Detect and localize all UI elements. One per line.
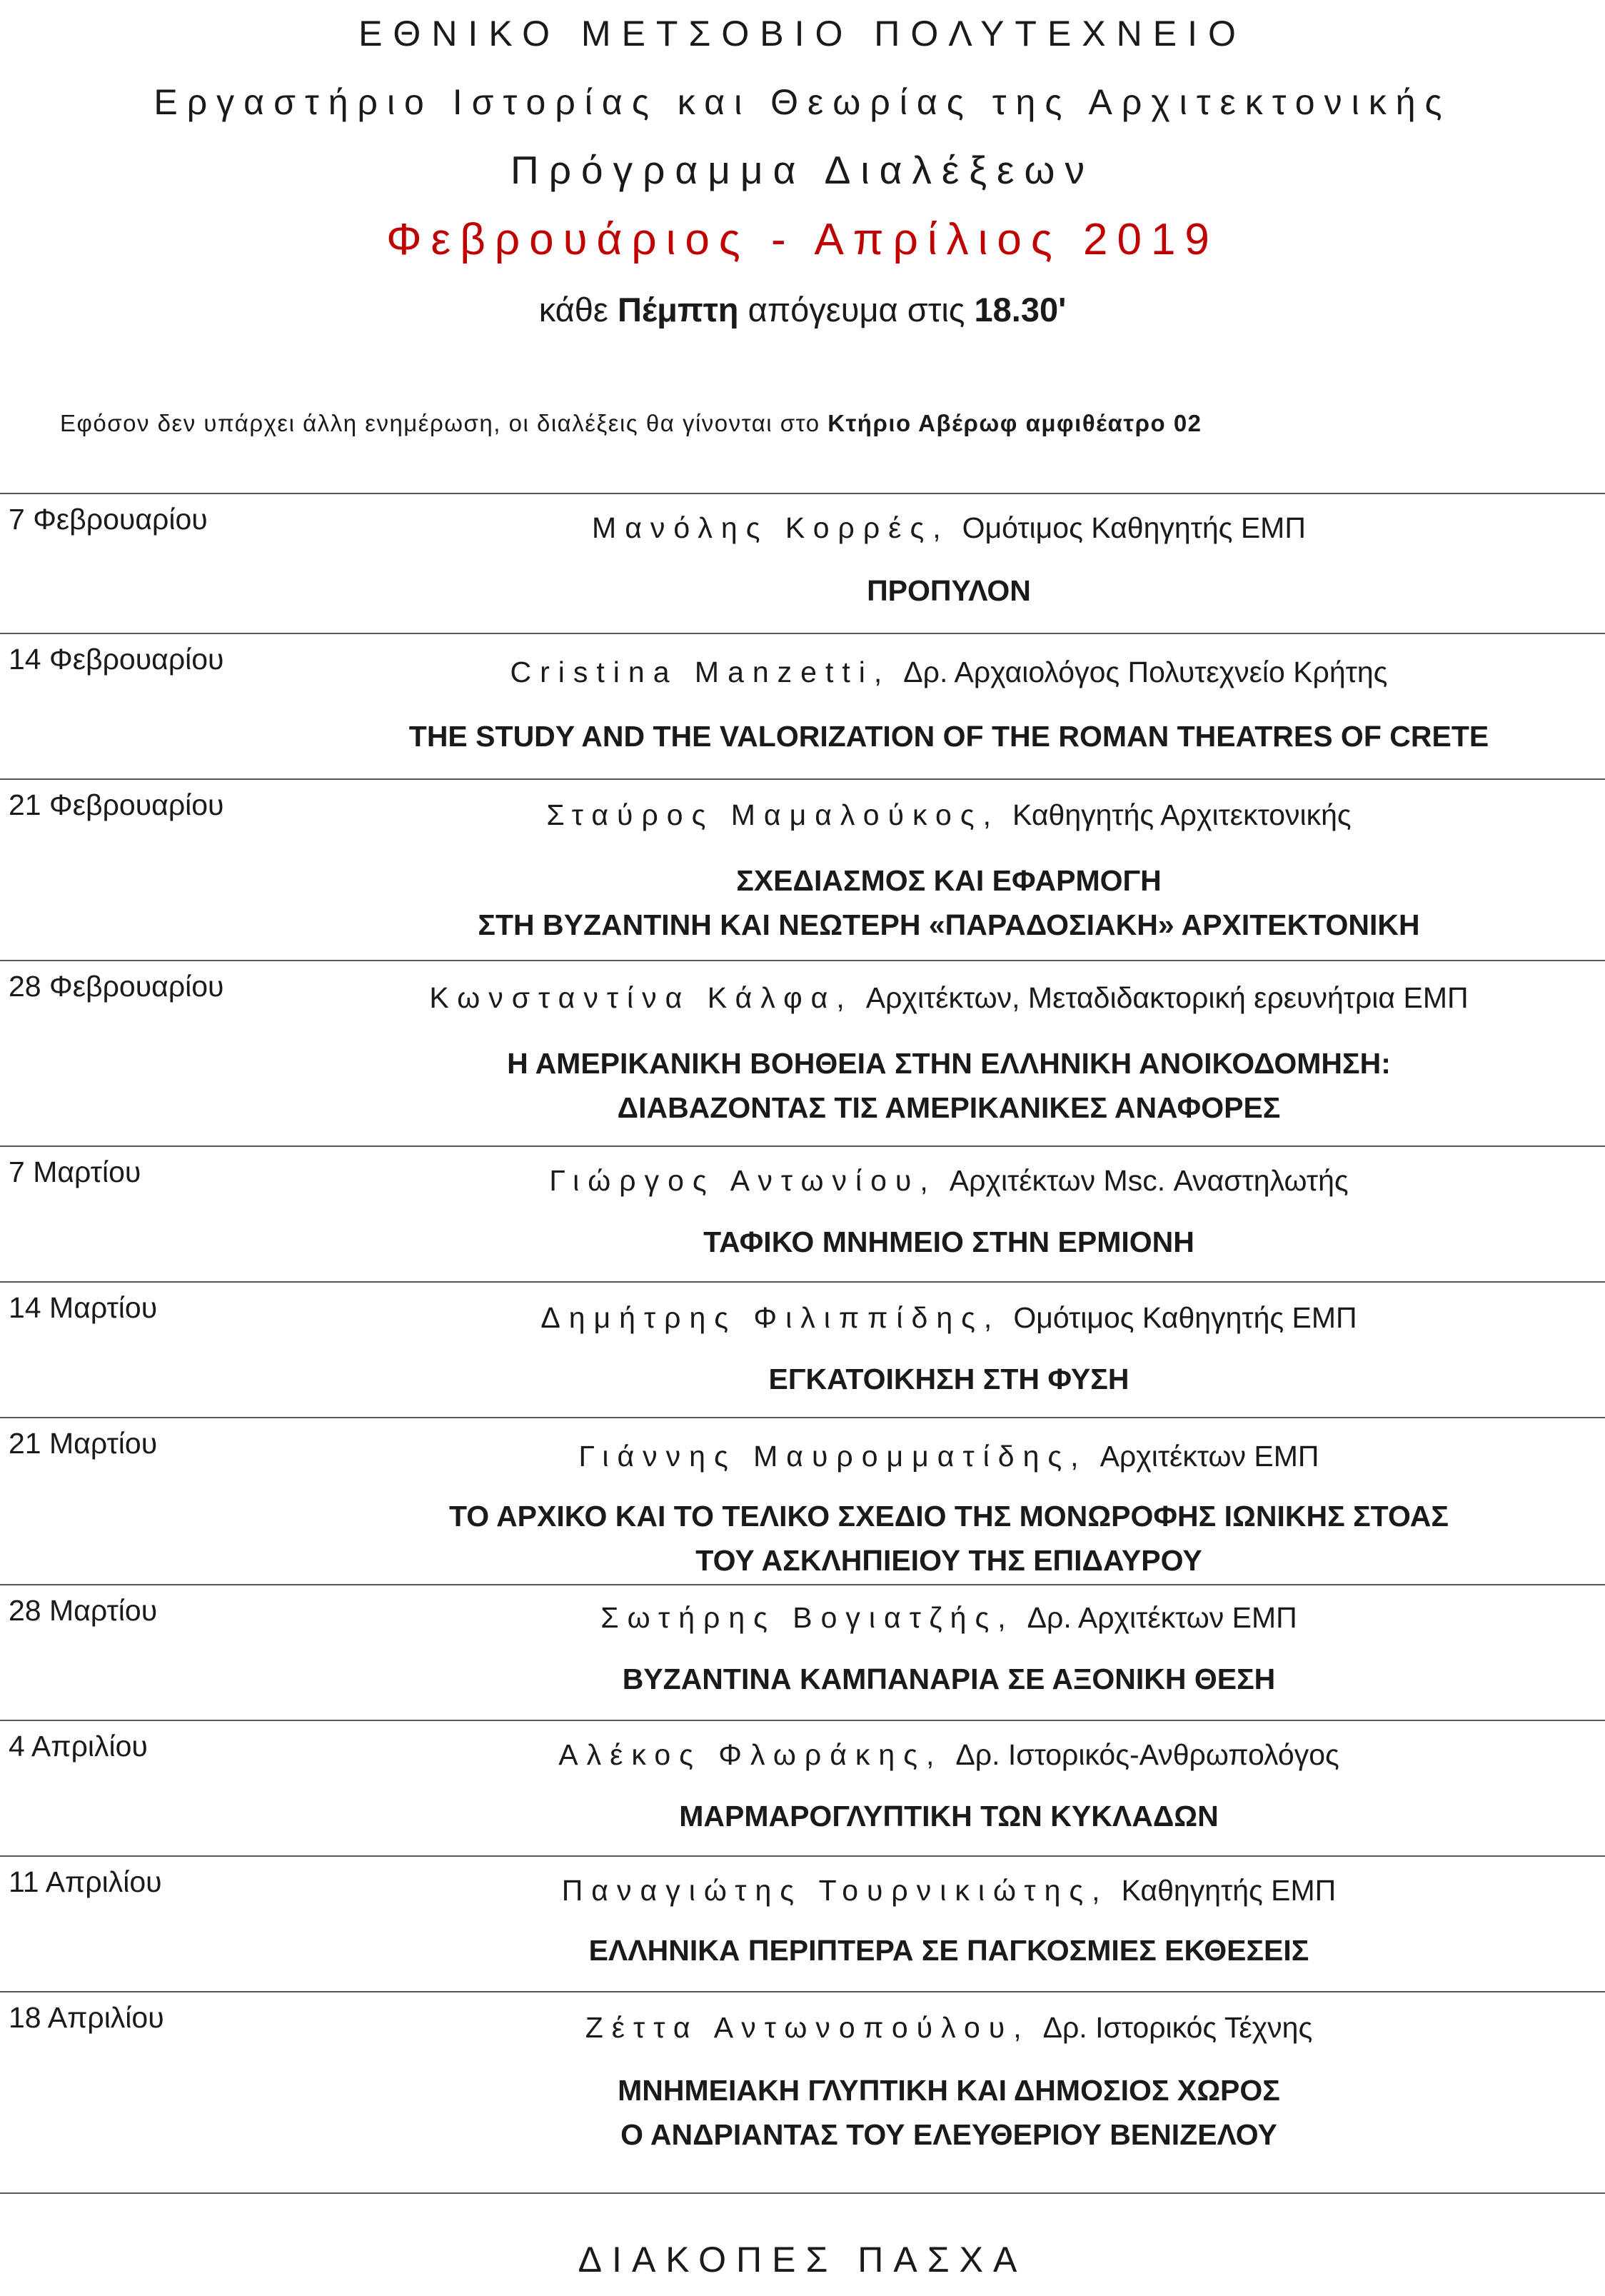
lecture-row	[0, 778, 1605, 960]
lecture-row	[0, 960, 1605, 1146]
lecture-speaker	[293, 981, 1605, 1015]
speaker-role: Αρχιτέκτων, Μεταδιδακτορική ερευνήτρια ΕΜΠ	[865, 981, 1469, 1014]
speaker-name: Σωτήρης Βογιατζής,	[600, 1601, 1015, 1634]
program-title: Πρόγραμμα Διαλέξεων	[510, 148, 1095, 192]
lecture-date: 14 Μαρτίου	[9, 1291, 158, 1324]
lecture-title	[293, 714, 1605, 758]
speaker-role: Δρ. Ιστορικός Τέχνης	[1042, 2011, 1313, 2044]
lecture-row	[0, 1417, 1605, 1584]
lecture-speaker	[293, 511, 1605, 545]
lecture-date: 7 Μαρτίου	[9, 1155, 141, 1188]
lecture-title	[293, 1357, 1605, 1401]
lecture-title	[293, 2068, 1605, 2157]
schedule-line	[0, 290, 1605, 329]
table-bottom-rule	[0, 2192, 1605, 2194]
lecture-speaker	[293, 656, 1605, 689]
speaker-role: Δρ. Αρχαιολόγος Πολυτεχνείο Κρήτης	[903, 656, 1388, 688]
lab-title: Εργαστήριο Ιστορίας και Θεωρίας της Αρχιτεκτονικής	[154, 82, 1451, 122]
lecture-title	[293, 858, 1605, 947]
lecture-title-line: ΔΙΑΒΑΖΟΝΤΑΣ ΤΙΣ ΑΜΕΡΙΚΑΝΙΚΕΣ ΑΝΑΦΟΡΕΣ	[617, 1091, 1281, 1124]
lecture-title-line: Ο ΑΝΔΡΙΑΝΤΑΣ ΤΟΥ ΕΛΕΥΘΕΡΙΟΥ ΒΕΝΙΖΕΛΟΥ	[620, 2118, 1277, 2151]
lecture-title	[293, 1041, 1605, 1130]
speaker-role: Καθηγητής ΕΜΠ	[1121, 1874, 1337, 1907]
speaker-name: Αλέκος Φλωράκης,	[558, 1738, 943, 1771]
lecture-title-line: ΤΟΥ ΑΣΚΛΗΠΙΕΙΟΥ ΤΗΣ ΕΠΙΔΑΥΡΟΥ	[695, 1544, 1202, 1577]
lecture-title-line: THE STUDY AND THE VALORIZATION OF THE ROMAN THEATRES OF CRETE	[408, 720, 1489, 753]
speaker-role: Δρ. Αρχιτέκτων ΕΜΠ	[1027, 1601, 1297, 1634]
period-title: Φεβρουάριος - Απρίλιος 2019	[386, 215, 1219, 264]
speaker-role: Καθηγητής Αρχιτεκτονικής	[1012, 798, 1352, 831]
lecture-date: 11 Απριλίου	[9, 1865, 162, 1898]
lecture-speaker	[293, 1301, 1605, 1335]
lecture-title-line: ΜΝΗΜΕΙΑΚΗ ΓΛΥΠΤΙΚΗ ΚΑΙ ΔΗΜΟΣΙΟΣ ΧΩΡΟΣ	[618, 2074, 1280, 2107]
lecture-date: 7 Φεβρουαρίου	[9, 503, 208, 536]
schedule-day: Πέμπτη	[617, 291, 739, 329]
lecture-title-line: ΣΧΕΔΙΑΣΜΟΣ ΚΑΙ ΕΦΑΡΜΟΓΗ	[736, 864, 1162, 897]
easter-break-notice: ΔΙΑΚΟΠΕΣ ΠΑΣΧΑ	[578, 2240, 1027, 2280]
lecture-date: 21 Μαρτίου	[9, 1427, 158, 1460]
lecture-row	[0, 1584, 1605, 1720]
lecture-title-line: ΤΟ ΑΡΧΙΚΟ ΚΑΙ ΤΟ ΤΕΛΙΚΟ ΣΧΕΔΙΟ ΤΗΣ ΜΟΝΩΡΟΦΗΣ ΙΩΝΙΚΗΣ ΣΤΟΑΣ	[449, 1500, 1449, 1533]
lecture-title	[293, 1794, 1605, 1838]
lecture-title	[293, 1657, 1605, 1701]
schedule-time: 18.30'	[974, 291, 1067, 329]
speaker-name: Παναγιώτης Τουρνικιώτης,	[561, 1874, 1109, 1907]
lecture-title-line: ΒΥΖΑΝΤΙΝΑ ΚΑΜΠΑΝΑΡΙΑ ΣΕ ΑΞΟΝΙΚΗ ΘΕΣΗ	[622, 1663, 1276, 1695]
speaker-name: Γιάννης Μαυρομματίδης,	[578, 1440, 1087, 1473]
lecture-speaker	[293, 2011, 1605, 2045]
lecture-title-line: Η ΑΜΕΡΙΚΑΝΙΚΗ ΒΟΗΘΕΙΑ ΣΤΗΝ ΕΛΛΗΝΙΚΗ ΑΝΟΙΚΟΔΟΜΗΣΗ:	[507, 1047, 1391, 1080]
speaker-name: Μανόλης Κορρές,	[592, 511, 950, 544]
lecture-title	[293, 1494, 1605, 1583]
speaker-name: Δημήτρης Φιλιππίδης,	[540, 1301, 1001, 1334]
lecture-date: 14 Φεβρουαρίου	[9, 643, 224, 676]
lecture-row	[0, 1146, 1605, 1281]
speaker-role: Δρ. Ιστορικός-Ανθρωπολόγος	[955, 1738, 1339, 1771]
lecture-speaker	[293, 1440, 1605, 1473]
lecture-table	[0, 493, 1605, 2184]
lecture-speaker	[293, 798, 1605, 832]
lecture-speaker	[293, 1738, 1605, 1772]
lecture-row	[0, 633, 1605, 778]
lecture-speaker	[293, 1601, 1605, 1635]
speaker-name: Cristina Manzetti,	[510, 656, 891, 688]
speaker-name: Γιώργος Αντωνίου,	[549, 1164, 937, 1197]
speaker-name: Κωνσταντίνα Κάλφα,	[429, 981, 853, 1014]
lecture-date: 28 Φεβρουαρίου	[9, 970, 224, 1003]
speaker-role: Ομότιμος Καθηγητής ΕΜΠ	[1013, 1301, 1357, 1334]
lecture-date: 18 Απριλίου	[9, 2001, 164, 2034]
schedule-prefix: κάθε	[538, 291, 618, 329]
lecture-title-line: ΕΛΛΗΝΙΚΑ ΠΕΡΙΠΤΕΡΑ ΣΕ ΠΑΓΚΟΣΜΙΕΣ ΕΚΘΕΣΕΙΣ	[588, 1934, 1309, 1967]
lecture-title-line: ΜΑΡΜΑΡΟΓΛΥΠΤΙΚΗ ΤΩΝ ΚΥΚΛΑΔΩΝ	[679, 1800, 1219, 1833]
lecture-title	[293, 1928, 1605, 1972]
venue-note	[60, 410, 1202, 437]
speaker-role: Ομότιμος Καθηγητής ΕΜΠ	[962, 511, 1306, 544]
lecture-row	[0, 1991, 1605, 2184]
lecture-row	[0, 1855, 1605, 1991]
lecture-title-line: ΤΑΦΙΚΟ ΜΝΗΜΕΙΟ ΣΤΗΝ ΕΡΜΙΟΝΗ	[703, 1225, 1194, 1258]
lecture-date: 21 Φεβρουαρίου	[9, 788, 224, 821]
venue-note-text: Εφόσον δεν υπάρχει άλλη ενημέρωση, οι διαλέξεις θα γίνονται στο	[60, 410, 828, 436]
institution-title: ΕΘΝΙΚΟ ΜΕΤΣΟΒΙΟ ΠΟΛΥΤΕΧΝΕΙΟ	[358, 14, 1247, 54]
lecture-title-line: ΕΓΚΑΤΟΙΚΗΣΗ ΣΤΗ ΦΥΣΗ	[768, 1363, 1129, 1395]
lecture-title	[293, 1220, 1605, 1264]
speaker-role: Αρχιτέκτων ΕΜΠ	[1100, 1440, 1319, 1473]
speaker-name: Ζέττα Αντωνοπούλου,	[585, 2011, 1030, 2044]
lecture-row	[0, 493, 1605, 633]
speaker-role: Αρχιτέκτων Msc. Αναστηλωτής	[949, 1164, 1349, 1197]
schedule-mid: απόγευμα στις	[738, 291, 975, 329]
lecture-title-line: ΣΤΗ ΒΥΖΑΝΤΙΝΗ ΚΑΙ ΝΕΩΤΕΡΗ «ΠΑΡΑΔΟΣΙΑΚΗ» ΑΡΧΙΤΕΚΤΟΝΙΚΗ	[478, 908, 1420, 941]
lecture-row	[0, 1720, 1605, 1855]
lecture-date: 4 Απριλίου	[9, 1730, 148, 1763]
lecture-speaker	[293, 1874, 1605, 1908]
lecture-date: 28 Μαρτίου	[9, 1594, 158, 1627]
lecture-title	[293, 568, 1605, 613]
lecture-title-line: ΠΡΟΠΥΛΟΝ	[867, 574, 1031, 607]
lecture-speaker	[293, 1164, 1605, 1198]
lecture-row	[0, 1281, 1605, 1417]
venue-name: Κτήριο Αβέρωφ αμφιθέατρο 02	[827, 410, 1202, 436]
speaker-name: Σταύρος Μαμαλούκος,	[546, 798, 1000, 831]
